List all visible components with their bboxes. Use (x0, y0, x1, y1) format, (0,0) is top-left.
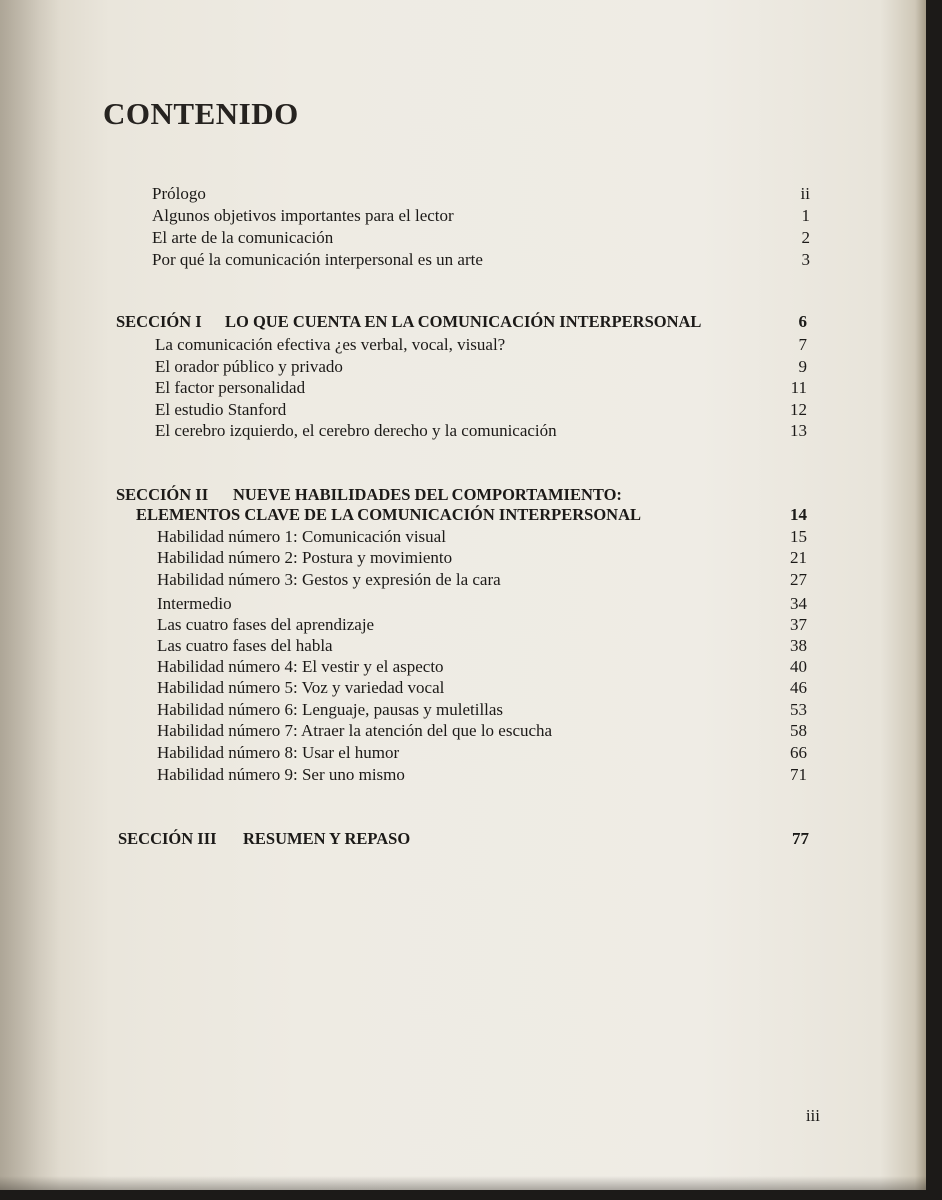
section-heading (0, 485, 926, 507)
toc-entry-label: Habilidad número 3: Gestos y expresión de la cara (157, 570, 501, 589)
toc-entry-label: El orador público y privado (155, 357, 343, 376)
section-page: 6 (798, 312, 807, 331)
toc-entry (0, 765, 926, 787)
toc-entry-page: 40 (790, 657, 807, 676)
toc-entry-page: 1 (801, 206, 810, 225)
toc-entry-page: 71 (790, 765, 807, 784)
section-title: RESUMEN Y REPASO (243, 829, 411, 848)
toc-entry-label: Habilidad número 6: Lenguaje, pausas y muletillas (157, 700, 504, 719)
toc-entry (0, 184, 926, 206)
toc-entry-page: 9 (798, 357, 807, 376)
toc-entry (0, 594, 926, 616)
toc-entry-page: ii (800, 184, 810, 203)
toc-entry-label: Algunos objetivos importantes para el lector (152, 206, 454, 225)
toc-entry (0, 615, 926, 637)
toc-entry-label: La comunicación efectiva ¿es verbal, vocal, visual? (155, 335, 506, 354)
toc-entry (0, 206, 926, 228)
toc-entry (0, 400, 926, 422)
section-title: LO QUE CUENTA EN LA COMUNICACIÓN INTERPERSONAL (225, 312, 702, 331)
toc-entry-page: 21 (790, 548, 807, 567)
section-title: NUEVE HABILIDADES DEL COMPORTAMIENTO: (233, 485, 622, 504)
toc-entry-label: Habilidad número 9: Ser uno mismo (157, 765, 405, 784)
toc-entry-label: El cerebro izquierdo, el cerebro derecho y la comunicación (155, 421, 557, 440)
toc-entry-label: Habilidad número 7: Atraer la atención del que lo escucha (157, 721, 553, 740)
toc-entry-label: Por qué la comunicación interpersonal es un arte (152, 250, 483, 269)
toc-entry-label: Habilidad número 1: Comunicación visual (157, 527, 446, 546)
toc-entry (0, 678, 926, 700)
toc-entry-page: 53 (790, 700, 807, 719)
toc-entry-page: 38 (790, 636, 807, 655)
toc-entry (0, 700, 926, 722)
toc-entry (0, 657, 926, 679)
toc-entry-label: Las cuatro fases del aprendizaje (157, 615, 375, 634)
toc-entry (0, 570, 926, 592)
toc-entry-page: 12 (790, 400, 807, 419)
toc-entry-label: Habilidad número 8: Usar el humor (157, 743, 400, 762)
toc-entry-page: 11 (790, 378, 807, 397)
toc-entry-page: 34 (790, 594, 807, 613)
section-heading (0, 312, 926, 334)
toc-entry (0, 250, 926, 272)
toc-entry-label: El factor personalidad (155, 378, 306, 397)
toc-entry (0, 357, 926, 379)
toc-entry-page: 15 (790, 527, 807, 546)
toc-entry (0, 527, 926, 549)
toc-entry (0, 721, 926, 743)
toc-entry (0, 548, 926, 570)
toc-entry-label: El estudio Stanford (155, 400, 287, 419)
toc-entry-label: Las cuatro fases del habla (157, 636, 333, 655)
section-number: SECCIÓN III (118, 829, 217, 848)
footer-page-number: iii (805, 1106, 820, 1125)
toc-entry (0, 421, 926, 443)
toc-entry-label: Prólogo (152, 184, 206, 203)
toc-entry (0, 378, 926, 400)
toc-entry-page: 58 (790, 721, 807, 740)
toc-entry (0, 743, 926, 765)
toc-entry-label: El arte de la comunicación (152, 228, 334, 247)
toc-entry (0, 335, 926, 357)
toc-entry-label: Habilidad número 2: Postura y movimiento (157, 548, 453, 567)
section-subtitle: ELEMENTOS CLAVE DE LA COMUNICACIÓN INTERPERSONAL (136, 505, 642, 524)
section-page: 77 (792, 829, 809, 848)
toc-entry-label: Habilidad número 5: Voz y variedad vocal (157, 678, 445, 697)
toc-entry-page: 2 (801, 228, 810, 247)
section-heading (0, 829, 926, 851)
toc-entry-page: 37 (790, 615, 807, 634)
toc-entry-page: 7 (798, 335, 807, 354)
section-number: SECCIÓN II (116, 485, 209, 504)
toc-entry-page: 3 (801, 250, 810, 269)
toc-entry-page: 27 (790, 570, 807, 589)
section-heading-continued (0, 505, 926, 527)
page-bottom-shadow (0, 1176, 926, 1190)
page-title: CONTENIDO (103, 96, 299, 131)
section-number: SECCIÓN I (116, 312, 202, 331)
toc-entry-page: 46 (790, 678, 807, 697)
section-page: 14 (790, 505, 807, 524)
toc-entry (0, 228, 926, 250)
toc-entry-page: 13 (790, 421, 807, 440)
toc-entry (0, 636, 926, 658)
toc-entry-label: Intermedio (157, 594, 232, 613)
toc-entry-label: Habilidad número 4: El vestir y el aspecto (157, 657, 444, 676)
toc-entry-page: 66 (790, 743, 807, 762)
